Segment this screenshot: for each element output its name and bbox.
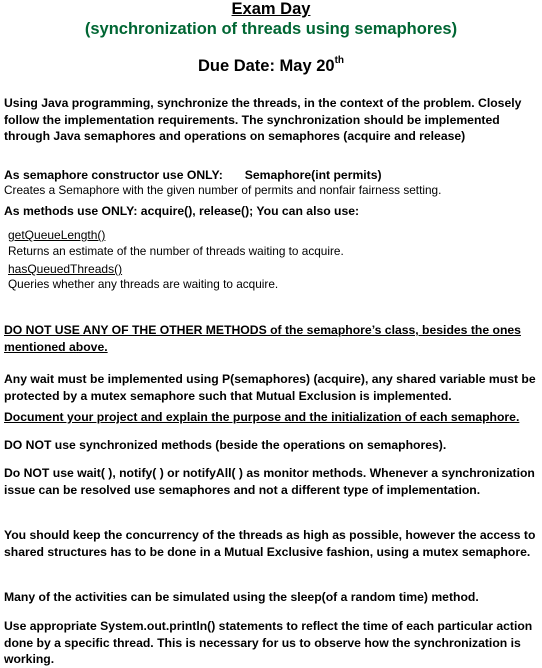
paragraph-wait: Any wait must be implemented using P(semaphores) (acquire), any shared variable must be protected by a mutex semaphore such that Mutual Exclusion is implemented.	[4, 372, 536, 403]
method-has-queued-threads: hasQueuedThreads()	[8, 262, 123, 276]
doc-title: Exam Day	[231, 0, 311, 18]
due-date	[0, 57, 542, 76]
paragraph-methods: As methods use ONLY: acquire(), release(); You can also use:	[4, 204, 360, 218]
paragraph-concurrency: You should keep the concurrency of the threads as high as possible, however the access to shared structures has to be done in a Mutual Exclusive fashion, using a mutex semaphore.	[4, 528, 536, 559]
paragraph-document: Document your project and explain the purpose and the initialization of each semaphore.	[4, 410, 520, 424]
paragraph-sleep: Many of the activities can be simulated using the sleep(of a random time) method.	[4, 590, 479, 604]
paragraph-println: Use appropriate System.out.println() statements to reflect the time of each particular action done by a specific thread. This is necessary for us to observe how the synchronization is working.	[4, 619, 533, 666]
due-date-text: Due Date: May 20	[197, 57, 335, 75]
paragraph-do-not-use: DO NOT USE ANY OF THE OTHER METHODS of the semaphore’s class, besides the ones mentioned above.	[4, 323, 521, 354]
due-date-suffix: th	[334, 55, 345, 66]
doc-subtitle: (synchronization of threads using semaphores)	[84, 20, 458, 38]
method-get-queue-length: getQueueLength()	[8, 228, 106, 242]
paragraph-intro: Using Java programming, synchronize the threads, in the context of the problem. Closely follow the implementation requirements. The synchronization should be implemented through Java semaphores and operations on semaphores (acquire and release)	[4, 96, 522, 143]
constructor-label: As semaphore constructor use ONLY:	[4, 168, 223, 182]
paragraph-synchronized: DO NOT use synchronized methods (beside the operations on semaphores).	[4, 438, 447, 452]
method-get-queue-length-desc: Returns an estimate of the number of threads waiting to acquire.	[8, 244, 344, 258]
constructor-code: Semaphore(int permits)	[244, 168, 382, 182]
paragraph-monitor: Do NOT use wait( ), notify( ) or notifyAll( ) as monitor methods. Whenever a synchronization issue can be resolved use semaphores and not a different type of implementation.	[4, 466, 535, 497]
paragraph-constructor-desc: Creates a Semaphore with the given number of permits and nonfair fairness setting.	[4, 183, 442, 197]
method-has-queued-threads-desc: Queries whether any threads are waiting to acquire.	[8, 277, 279, 291]
